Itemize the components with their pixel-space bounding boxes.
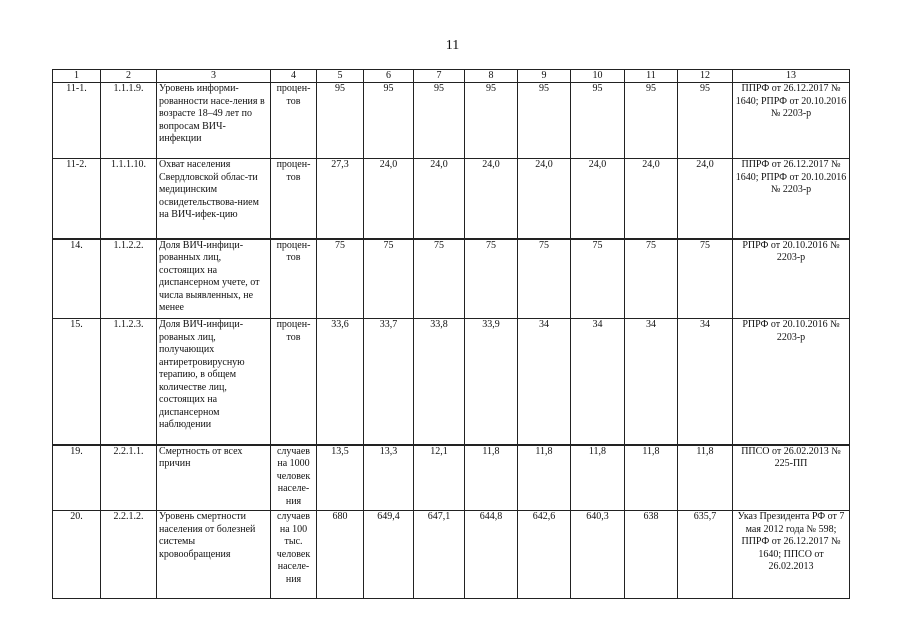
value-year-1: 27,3 bbox=[317, 159, 364, 239]
value-year-3: 12,1 bbox=[414, 445, 465, 511]
value-year-6: 75 bbox=[571, 239, 625, 319]
source: ППРФ от 26.12.2017 № 1640; РПРФ от 20.10.2016 № 2203-р bbox=[733, 159, 850, 239]
header-col-10: 10 bbox=[571, 70, 625, 83]
value-year-5: 642,6 bbox=[518, 511, 571, 599]
value-year-3: 647,1 bbox=[414, 511, 465, 599]
unit: случаев на 100 тыс. человек населе-ния bbox=[271, 511, 317, 599]
header-col-12: 12 bbox=[678, 70, 733, 83]
indicator-code: 1.1.2.3. bbox=[101, 319, 157, 445]
value-year-5: 24,0 bbox=[518, 159, 571, 239]
value-year-6: 34 bbox=[571, 319, 625, 445]
row-number: 20. bbox=[53, 511, 101, 599]
row-number: 11-1. bbox=[53, 83, 101, 159]
indicator-code: 2.2.1.2. bbox=[101, 511, 157, 599]
value-year-4: 95 bbox=[465, 83, 518, 159]
value-year-7: 11,8 bbox=[625, 445, 678, 511]
value-year-2: 95 bbox=[364, 83, 414, 159]
header-col-2: 2 bbox=[101, 70, 157, 83]
row-number: 14. bbox=[53, 239, 101, 319]
value-year-6: 24,0 bbox=[571, 159, 625, 239]
value-year-5: 34 bbox=[518, 319, 571, 445]
header-col-6: 6 bbox=[364, 70, 414, 83]
indicator-code: 1.1.1.9. bbox=[101, 83, 157, 159]
value-year-7: 75 bbox=[625, 239, 678, 319]
table-row bbox=[53, 239, 850, 319]
header-row bbox=[53, 70, 850, 83]
value-year-2: 13,3 bbox=[364, 445, 414, 511]
indicator-name: Уровень информи-рованности насе-ления в возрасте 18–49 лет по вопросам ВИЧ-инфекции bbox=[157, 83, 271, 159]
value-year-3: 33,8 bbox=[414, 319, 465, 445]
value-year-6: 640,3 bbox=[571, 511, 625, 599]
value-year-5: 95 bbox=[518, 83, 571, 159]
value-year-1: 33,6 bbox=[317, 319, 364, 445]
indicator-name: Охват населения Свердловской облас-ти медицинским освидетельствова-нием на ВИЧ-ифек-цию bbox=[157, 159, 271, 239]
value-year-8: 635,7 bbox=[678, 511, 733, 599]
header-col-4: 4 bbox=[271, 70, 317, 83]
header-col-11: 11 bbox=[625, 70, 678, 83]
indicator-code: 1.1.2.2. bbox=[101, 239, 157, 319]
table-row bbox=[53, 159, 850, 239]
table-row bbox=[53, 445, 850, 511]
header-col-13: 13 bbox=[733, 70, 850, 83]
row-number: 11-2. bbox=[53, 159, 101, 239]
value-year-8: 95 bbox=[678, 83, 733, 159]
header-col-8: 8 bbox=[465, 70, 518, 83]
unit: процен-тов bbox=[271, 159, 317, 239]
value-year-8: 24,0 bbox=[678, 159, 733, 239]
indicator-name: Смертность от всех причин bbox=[157, 445, 271, 511]
value-year-6: 11,8 bbox=[571, 445, 625, 511]
value-year-6: 95 bbox=[571, 83, 625, 159]
header-col-3: 3 bbox=[157, 70, 271, 83]
indicators-table bbox=[52, 69, 850, 599]
table-row bbox=[53, 83, 850, 159]
value-year-4: 11,8 bbox=[465, 445, 518, 511]
row-number: 19. bbox=[53, 445, 101, 511]
table-body bbox=[53, 70, 850, 599]
value-year-4: 75 bbox=[465, 239, 518, 319]
value-year-1: 75 bbox=[317, 239, 364, 319]
header-col-5: 5 bbox=[317, 70, 364, 83]
page-number: 11 bbox=[445, 38, 460, 53]
unit: процен-тов bbox=[271, 83, 317, 159]
value-year-3: 75 bbox=[414, 239, 465, 319]
source: Указ Президента РФ от 7 мая 2012 года № 598; ППРФ от 26.12.2017 № 1640; ППСО от 26.02.2013 bbox=[733, 511, 850, 599]
value-year-4: 644,8 bbox=[465, 511, 518, 599]
unit: случаев на 1000 человек населе-ния bbox=[271, 445, 317, 511]
header-col-1: 1 bbox=[53, 70, 101, 83]
source: РПРФ от 20.10.2016 № 2203-р bbox=[733, 239, 850, 319]
value-year-2: 24,0 bbox=[364, 159, 414, 239]
value-year-4: 33,9 bbox=[465, 319, 518, 445]
table-row bbox=[53, 511, 850, 599]
value-year-7: 638 bbox=[625, 511, 678, 599]
indicator-name: Доля ВИЧ-инфици-рованных лиц, состоящих на диспансерном учете, от числа выявленных, не менее bbox=[157, 239, 271, 319]
source: ППРФ от 26.12.2017 № 1640; РПРФ от 20.10.2016 № 2203-р bbox=[733, 83, 850, 159]
value-year-7: 95 bbox=[625, 83, 678, 159]
value-year-8: 11,8 bbox=[678, 445, 733, 511]
header-col-7: 7 bbox=[414, 70, 465, 83]
value-year-1: 13,5 bbox=[317, 445, 364, 511]
value-year-2: 75 bbox=[364, 239, 414, 319]
table-row bbox=[53, 319, 850, 445]
unit: процен-тов bbox=[271, 319, 317, 445]
value-year-3: 95 bbox=[414, 83, 465, 159]
source: РПРФ от 20.10.2016 № 2203-р bbox=[733, 319, 850, 445]
value-year-3: 24,0 bbox=[414, 159, 465, 239]
indicator-code: 2.2.1.1. bbox=[101, 445, 157, 511]
value-year-1: 680 bbox=[317, 511, 364, 599]
unit: процен-тов bbox=[271, 239, 317, 319]
value-year-4: 24,0 bbox=[465, 159, 518, 239]
value-year-2: 33,7 bbox=[364, 319, 414, 445]
value-year-2: 649,4 bbox=[364, 511, 414, 599]
value-year-8: 75 bbox=[678, 239, 733, 319]
value-year-8: 34 bbox=[678, 319, 733, 445]
row-number: 15. bbox=[53, 319, 101, 445]
indicator-code: 1.1.1.10. bbox=[101, 159, 157, 239]
header-col-9: 9 bbox=[518, 70, 571, 83]
indicator-name: Уровень смертности населения от болезней системы кровообращения bbox=[157, 511, 271, 599]
indicator-name: Доля ВИЧ-инфици-рованых лиц, получающих антиретровирусную терапию, в общем количестве лиц, состоящих на диспансерном наблюдении bbox=[157, 319, 271, 445]
value-year-1: 95 bbox=[317, 83, 364, 159]
value-year-7: 24,0 bbox=[625, 159, 678, 239]
source: ППСО от 26.02.2013 № 225-ПП bbox=[733, 445, 850, 511]
value-year-5: 11,8 bbox=[518, 445, 571, 511]
value-year-7: 34 bbox=[625, 319, 678, 445]
value-year-5: 75 bbox=[518, 239, 571, 319]
